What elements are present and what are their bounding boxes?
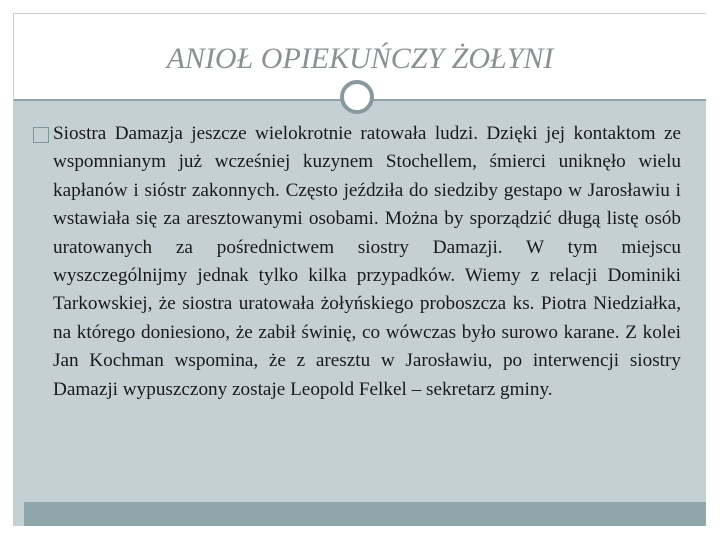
bottom-accent-bar — [24, 502, 706, 526]
slide-title: ANIOŁ OPIEKUŃCZY ŻOŁYNI — [166, 42, 554, 75]
square-bullet-icon — [33, 127, 49, 143]
circle-ornament-inner — [348, 88, 366, 106]
circle-ornament-icon — [340, 80, 374, 114]
body-paragraph: Siostra Damazja jeszcze wielokrotnie ratowała ludzi. Dzięki jej kontaktom ze wspomnianym już wcześniej kuzynem Stochellem, śmierci uniknęło wielu kapłanów i sióstr zakonnych. Często jeździła do siedziby gestapo w Jarosławiu i wstawiała się za aresztowanymi osobami. Można by sporządzić długą listę osób uratowanych za pośrednictwem siostry Damazji. W tym miejscu wyszczególnijmy jednak tylko kilka przypadków. Wiemy z relacji Dominiki Tarkowskiej, że siostra uratowała żołyńskiego proboszcza ks. Piotra Niedziałka, na którego doniesiono, że zabił świnię, co wówczas było surowo karane. Z kolei Jan Kochman wspomina, że z aresztu w Jarosławiu, po interwencji siostry Damazji wypuszczony zostaje Leopold Felkel – sekretarz gminy. — [53, 123, 681, 400]
bottom-left-strip — [14, 502, 24, 526]
